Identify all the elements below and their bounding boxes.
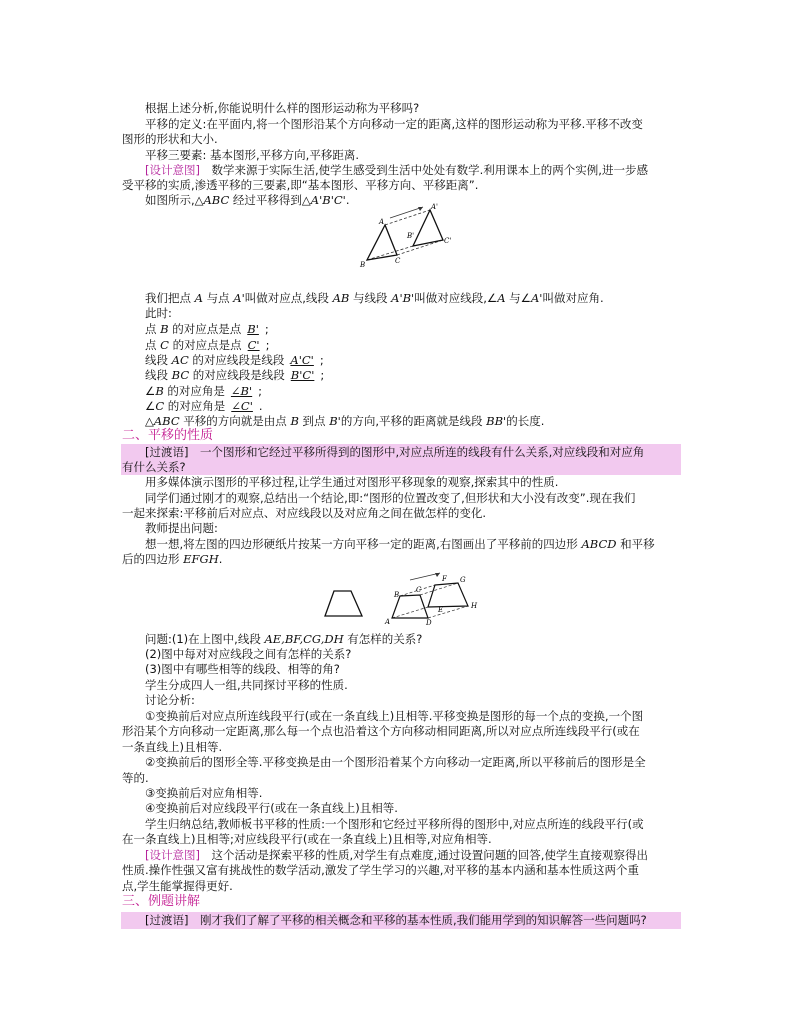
fill-blank-line: 线段 BC 的对应线段是线段 B'C' ;: [145, 368, 325, 382]
question: 问题:(1)在上图中,线段 AE,BF,CG,DH 有怎样的关系?: [145, 632, 423, 646]
quadrilateral-figure: [322, 588, 364, 620]
design-intent-tag: [设计意图]: [145, 163, 200, 177]
paragraph: 如图所示,△ABC 经过平移得到△A'B'C'.: [145, 193, 350, 207]
analysis-item: 形沿某个方向移动一定距离,那么每一个点也沿着这个方向移动相同距离,所以对应点所连线段平行(或在: [122, 724, 640, 738]
fill-blank-line: ∠C 的对应角是 ∠C' .: [145, 399, 263, 413]
paragraph: 想一想,将左图的四边形硬纸片按某一方向平移一定的距离,右图画出了平移前的四边形 ABCD 和平移: [145, 537, 655, 551]
paragraph: 学生归纳总结,教师板书平移的性质:一个图形和它经过平移所得的图形中,对应点所连的线段平行(或: [145, 817, 644, 831]
analysis-item: 等的.: [122, 771, 149, 785]
label-B: B: [360, 261, 366, 269]
label-A-prime: A': [431, 203, 438, 211]
design-intent: [设计意图] 这个活动是探索平移的性质,对学生有点难度,通过设置问题的回答,使学生直接观察得出: [145, 848, 648, 862]
label-B-prime: B': [407, 232, 415, 240]
paragraph: 讨论分析:: [145, 693, 195, 707]
paragraph: 我们把点 A 与点 A'叫做对应点,线段 AB 与线段 A'B'叫做对应线段,∠A 与∠A'叫做对应角.: [145, 291, 604, 305]
label-B: B: [394, 591, 400, 599]
definition-line: 平移的定义:在平面内,将一个图形沿某个方向移动一定的距离,这样的图形运动称为平移.平移不改变: [145, 117, 643, 131]
design-intent-tag: [设计意图]: [145, 848, 200, 862]
label-C-prime: C': [444, 237, 452, 245]
design-intent: [设计意图] 数学来源于实际生活,使学生感受到生活中处处有数学.利用课本上的两个实例,进一步感: [145, 163, 648, 177]
fill-blank-line: 点 B 的对应点是点 B' ;: [145, 322, 269, 336]
question: (2)图中每对对应线段之间有怎样的关系?: [145, 647, 352, 661]
answer-blank: ∠C': [231, 399, 253, 413]
label-E: E: [438, 606, 444, 614]
quadrilateral-translation-figure: [380, 568, 485, 628]
label-G: G: [460, 576, 466, 584]
label-H: H: [471, 602, 478, 610]
question: (3)图中有哪些相等的线段、相等的角?: [145, 662, 340, 676]
paragraph: 受平移的实质,渗透平移的三要素,即“基本图形、平移方向、平移距离”.: [122, 178, 479, 192]
section-heading: 三、例题讲解: [122, 894, 201, 909]
section-heading: 二、平移的性质: [122, 428, 214, 443]
label-A: A: [379, 218, 385, 226]
paragraph: 同学们通过刚才的观察,总结出一个结论,即:“图形的位置改变了,但形状和大小没有改变”.现在我们: [145, 491, 636, 505]
answer-blank: ∠B': [230, 384, 253, 398]
analysis-item: ①变换前后对应点所连线段平行(或在一条直线上)且相等.平移变换是图形的每一个点的变换,一个图: [145, 709, 644, 723]
transition-text: [过渡语] 刚才我们了解了平移的相关概念和平移的基本性质,我们能用学到的知识解答一些问题吗?: [145, 913, 647, 927]
analysis-item: ③变换前后对应角相等.: [145, 786, 263, 800]
paragraph: 根据上述分析,你能说明什么样的图形运动称为平移吗?: [145, 101, 420, 115]
analysis-item: 一条直线上)且相等.: [122, 740, 223, 754]
paragraph: 用多媒体演示图形的平移过程,让学生通过对图形平移现象的观察,探索其中的性质.: [145, 475, 559, 489]
analysis-item: ④变换前后对应线段平行(或在一条直线上)且相等.: [145, 801, 398, 815]
label-C: C: [416, 586, 422, 594]
label-D: D: [426, 619, 432, 627]
definition-line: 图形的形状和大小.: [122, 132, 218, 146]
paragraph: 点,学生能掌握得更好.: [122, 879, 233, 893]
transition-text: [过渡语] 一个图形和它经过平移所得到的图形中,对应点所连的线段有什么关系,对应线段和对应角: [145, 445, 645, 459]
fill-blank-line: 线段 AC 的对应线段是线段 A'C' ;: [145, 353, 324, 367]
analysis-item: ②变换前后的图形全等.平移变换是由一个图形沿着某个方向移动一定距离,所以平移前后的图形是全: [145, 755, 646, 769]
label-C: C: [395, 257, 401, 265]
paragraph: 在一条直线上)且相等;对应线段平行(或在一条直线上)且相等,对应角相等.: [122, 832, 492, 846]
paragraph: △ABC 平移的方向就是由点 B 到点 B'的方向,平移的距离就是线段 BB'的长度.: [145, 414, 545, 428]
answer-blank: A'C': [290, 353, 314, 367]
fill-blank-line: 点 C 的对应点是点 C' ;: [145, 338, 270, 352]
answer-blank: B': [247, 322, 259, 336]
paragraph: 一起来探索:平移前后对应点、对应线段以及对应角之间在做怎样的变化.: [122, 506, 487, 520]
fill-blank-line: ∠B 的对应角是 ∠B' ;: [145, 384, 263, 398]
label-F: F: [442, 575, 447, 583]
paragraph: 教师提出问题:: [145, 521, 218, 535]
paragraph: 后的四边形 EFGH.: [122, 552, 223, 566]
answer-blank: B'C': [290, 368, 315, 382]
paragraph: 性质.操作性强又富有挑战性的数学活动,激发了学生学习的兴趣,对平移的基本内涵和基本性质这两个重: [122, 863, 639, 877]
three-elements: 平移三要素: 基本图形,平移方向,平移距离.: [145, 148, 359, 162]
triangle-translation-figure: [355, 200, 460, 272]
label-A: A: [385, 618, 391, 626]
answer-blank: C': [247, 338, 260, 352]
paragraph: 此时:: [145, 306, 172, 320]
paragraph: 学生分成四人一组,共同探讨平移的性质.: [145, 678, 348, 692]
transition-text: 有什么关系?: [122, 460, 186, 474]
